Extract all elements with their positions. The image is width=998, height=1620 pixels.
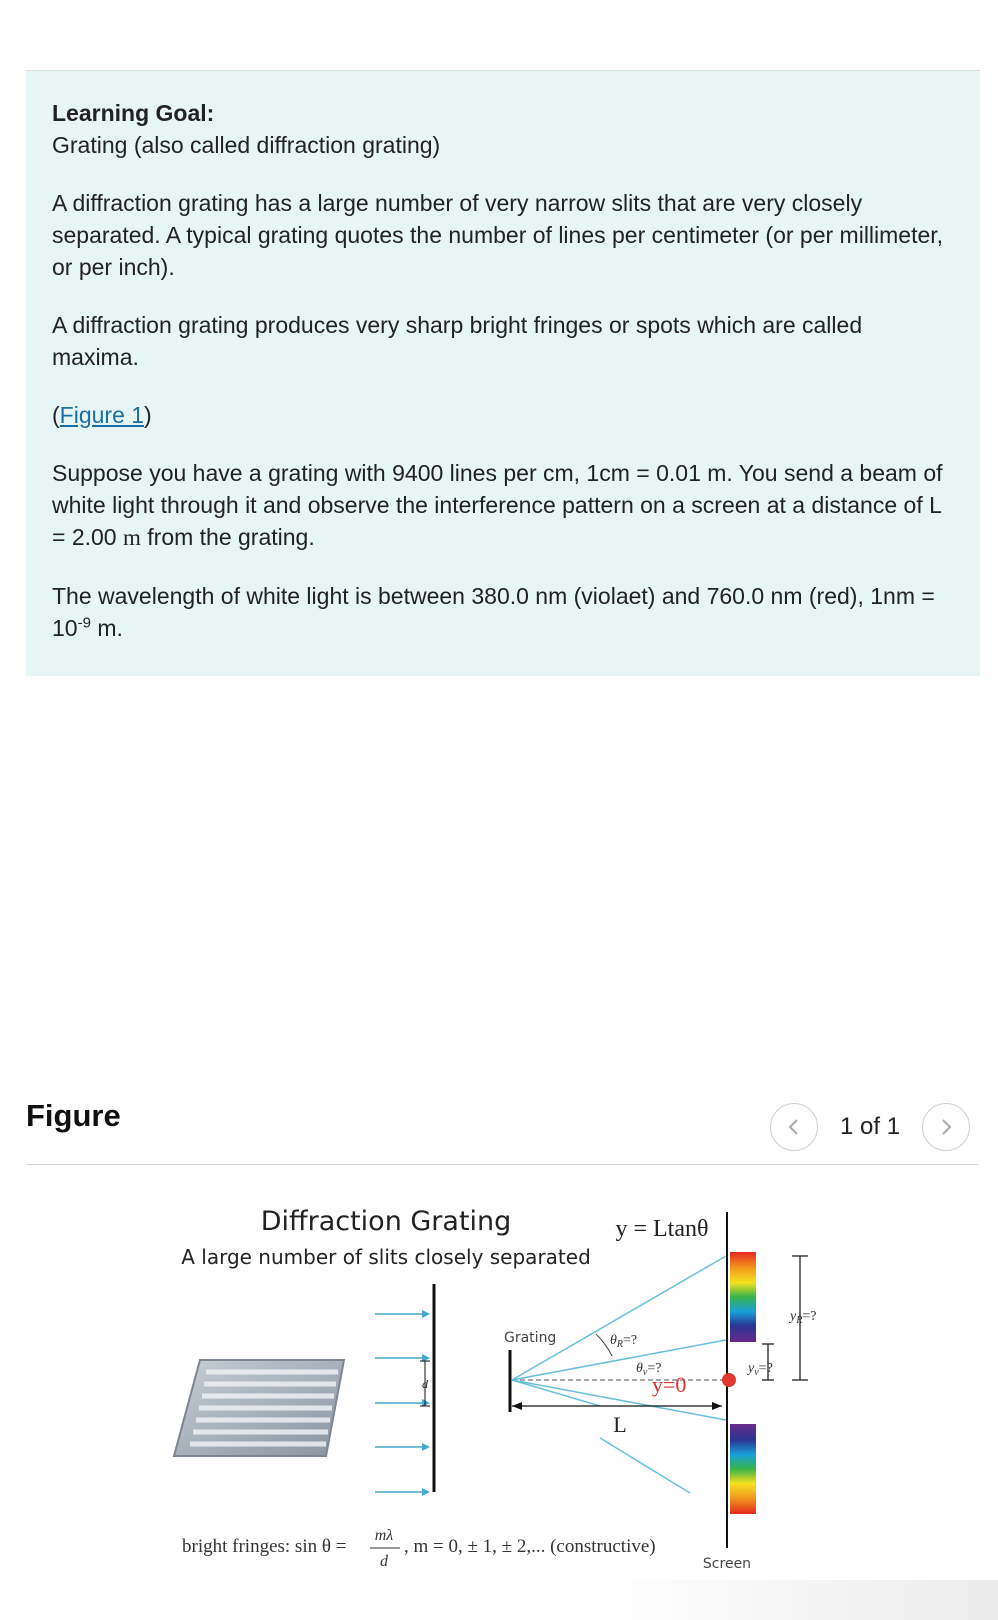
problem-setup-tail: from the grating. bbox=[147, 524, 315, 550]
figure-reference: (Figure 1) bbox=[52, 402, 152, 428]
lower-spectrum bbox=[730, 1424, 756, 1514]
next-figure-button[interactable] bbox=[922, 1103, 970, 1151]
problem-setup-text: Suppose you have a grating with 9400 lines per cm, 1cm = 0.01 m. You send a beam of white light through it and observe the interference pattern on a screen at a distance of L = 2.00 bbox=[52, 460, 943, 550]
grating-label: Grating bbox=[504, 1330, 557, 1346]
chevron-left-icon bbox=[784, 1117, 804, 1137]
wavelength-tail: m. bbox=[97, 615, 123, 641]
learning-goal-box bbox=[26, 71, 980, 676]
incident-rays bbox=[375, 1314, 428, 1492]
distance-unit: m bbox=[122, 525, 141, 550]
theta-r-label: $\theta_R=$? bbox=[610, 1333, 638, 1350]
exponent: -9 bbox=[77, 614, 91, 632]
diffraction-grating-diagram bbox=[0, 1166, 998, 1620]
slit-spacing-label: d bbox=[422, 1377, 428, 1391]
maxima-description: A diffraction grating produces very sharp bright fringes or spots which are called maxima. bbox=[52, 312, 863, 370]
upper-spectrum bbox=[730, 1252, 756, 1342]
learning-goal-title: Learning Goal: bbox=[52, 100, 215, 126]
formula-prefix: bright fringes: sin θ = bbox=[182, 1536, 347, 1557]
equation-top: y = Ltanθ bbox=[615, 1216, 709, 1242]
figure-1-link[interactable]: Figure 1 bbox=[59, 402, 145, 428]
chevron-right-icon bbox=[936, 1117, 956, 1137]
figure-heading: Figure bbox=[26, 1098, 121, 1133]
previous-figure-button[interactable] bbox=[770, 1103, 818, 1151]
y-v-label: $y_v=$? bbox=[748, 1361, 773, 1378]
grating-description: A diffraction grating has a large number of very narrow slits that are very closely separated. A typical grating quotes the number of lines per centimeter (or per millimeter, or per inch). bbox=[52, 190, 944, 280]
theta-v-label: $\theta_v=$? bbox=[636, 1361, 662, 1378]
distance-l-label: L bbox=[613, 1412, 627, 1437]
learning-goal-subtitle: Grating (also called diffraction grating) bbox=[52, 132, 441, 158]
diagram-subtitle: A large number of slits closely separated bbox=[181, 1245, 591, 1269]
wavelength-text: The wavelength of white light is between 380.0 nm (violaet) and 760.0 nm (red), 1nm = 10 bbox=[52, 583, 935, 641]
y-zero-label: y=0 bbox=[652, 1372, 687, 1397]
y-r-label: $y_R=$? bbox=[790, 1309, 817, 1326]
formula-denominator: d bbox=[380, 1553, 388, 1570]
central-maximum-dot bbox=[722, 1373, 736, 1387]
figure-divider bbox=[26, 1164, 978, 1165]
formula-numerator: mλ bbox=[374, 1527, 394, 1544]
wavelength-range bbox=[52, 580, 954, 644]
formula-suffix: , m = 0, ± 1, ± 2,... (constructive) bbox=[404, 1536, 656, 1557]
diffracted-rays bbox=[512, 1256, 726, 1493]
pager-count: 1 of 1 bbox=[840, 1113, 901, 1140]
grating-plate bbox=[174, 1360, 344, 1456]
diagram-title: Diffraction Grating bbox=[260, 1206, 512, 1237]
screen-label: Screen bbox=[702, 1556, 752, 1572]
problem-setup bbox=[52, 457, 954, 554]
figure-pager bbox=[770, 1102, 970, 1152]
